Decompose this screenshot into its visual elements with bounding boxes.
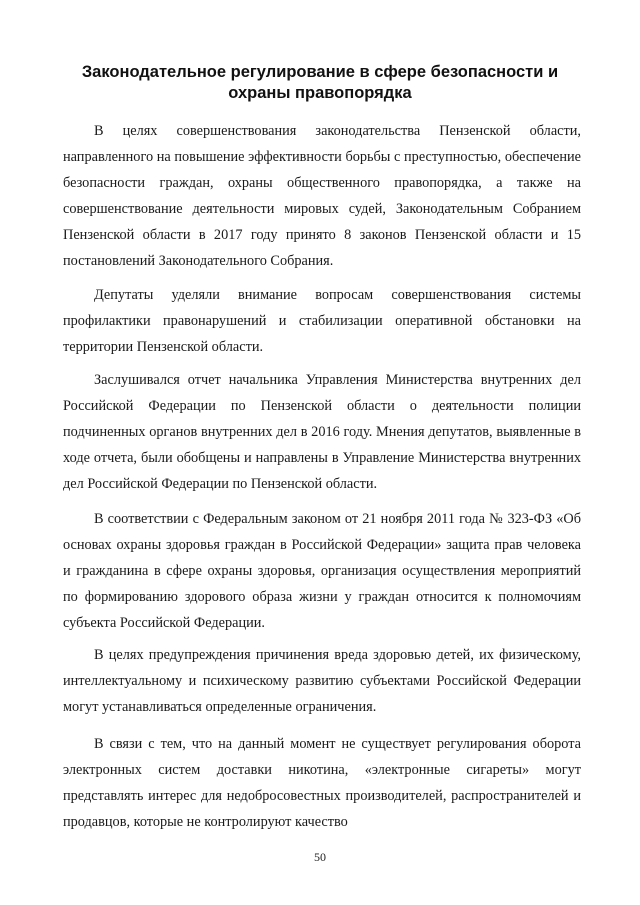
page-number: 50 <box>314 850 326 864</box>
paragraph-child-protection: В целях предупреждения причинения вреда здоровью детей, их физическому, интеллектуальному и психическому развитию субъектами Российской Федерации могут устанавливаться определенные ограничения. <box>63 647 581 715</box>
paragraph-police-report: Заслушивался отчет начальника Управления Министерства внутренних дел Российской Федерации по Пензенской области о деятельности полиции подчиненных органов внутренних дел в 2016 году. Мнения депутатов, выявленные в ходе отчета, были обобщены и направлены в Управление Министерства внутренних дел Российской Федерации по Пензенской области. <box>63 372 581 492</box>
paragraph-federal-law: В соответствии с Федеральным законом от 21 ноября 2011 года № 323-ФЗ «Об основах охраны здоровья граждан в Российской Федерации» защита прав человека и гражданина в сфере охраны здоровья, организация осуществления мероприятий по формированию здорового образа жизни у граждан относится к полномочиям субъекта Российской Федерации. <box>63 511 581 631</box>
paragraph-deputies: Депутаты уделяли внимание вопросам совершенствования системы профилактики правонарушений и стабилизации оперативной обстановки на территории Пензенской области. <box>63 287 581 355</box>
paragraph-e-cigarettes: В связи с тем, что на данный момент не существует регулирования оборота электронных систем доставки никотина, «электронные сигареты» могут представлять интерес для недобросовестных производителей, распространителей и продавцов, которые не контролируют качество <box>63 736 581 830</box>
document-title: Законодательное регулирование в сфере безопасности и охраны правопорядка <box>81 63 559 102</box>
paragraph-legislation: В целях совершенствования законодательства Пензенской области, направленного на повышение эффективности борьбы с преступностью, обеспечение безопасности граждан, охраны общественного правопорядка, а также на совершенствование деятельности мировых судей, Законодательным Собранием Пензенской области в 2017 году принято 8 законов Пензенской области и 15 постановлений Законодательного Собрания. <box>63 123 581 269</box>
